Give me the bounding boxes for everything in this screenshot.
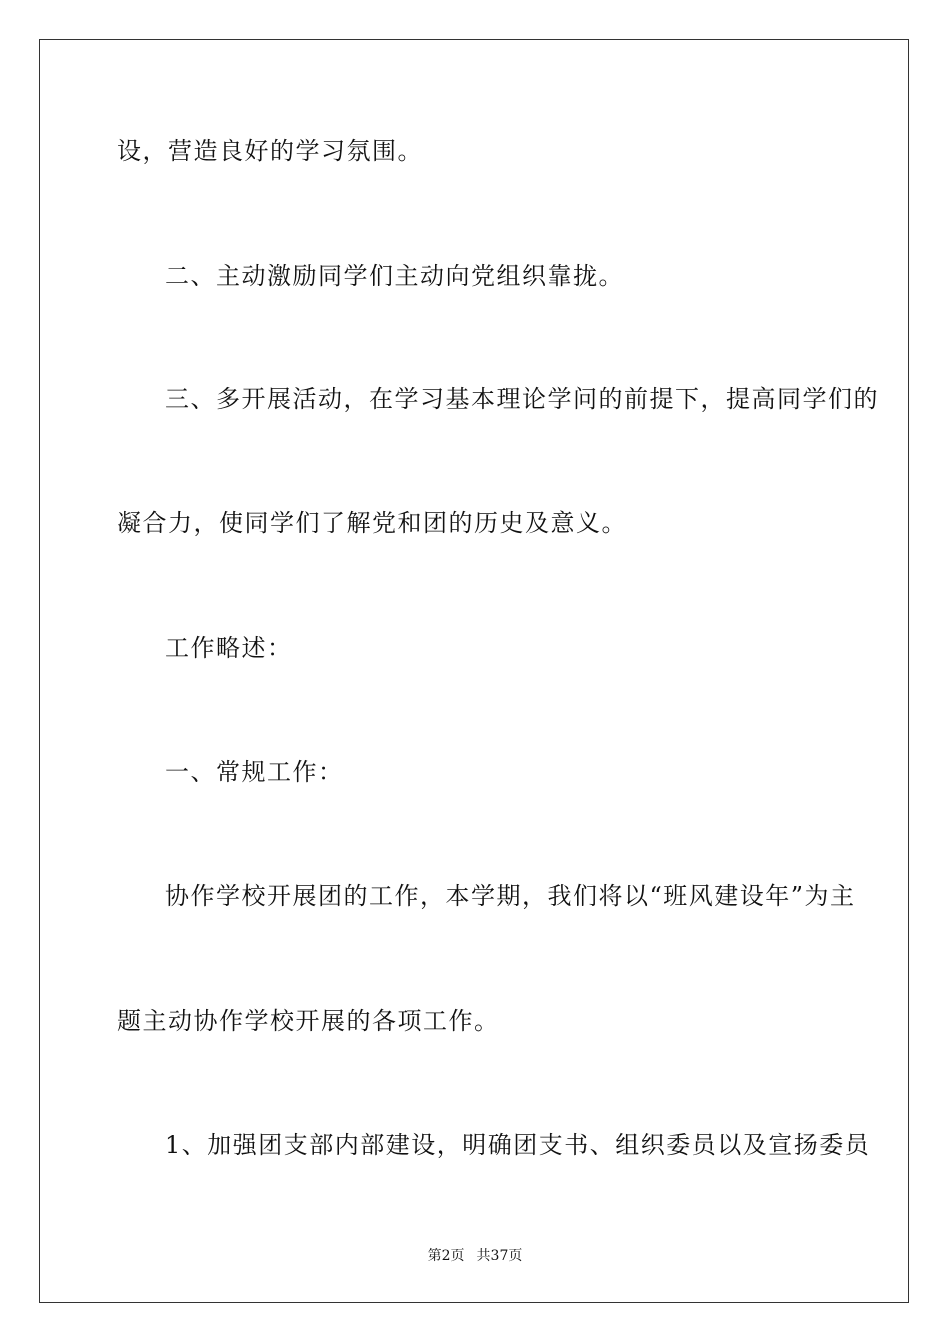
total-pages: 共37页 — [476, 1248, 523, 1264]
body-text-line: 设，营造良好的学习氛围。 — [117, 137, 423, 165]
body-text-line: 二、主动激励同学们主动向党组织靠拢。 — [165, 262, 624, 290]
page-border — [39, 39, 909, 1303]
page-number: 第2页 — [427, 1248, 465, 1264]
body-text-line: 协作学校开展团的工作，本学期，我们将以“班风建设年”为主 — [165, 882, 856, 910]
page-footer — [0, 1247, 950, 1265]
body-text-line: 题主动协作学校开展的各项工作。 — [117, 1007, 500, 1035]
section-heading: 工作略述： — [165, 634, 293, 662]
body-text-line: 凝合力，使同学们了解党和团的历史及意义。 — [117, 509, 627, 537]
body-text-line: 三、多开展活动，在学习基本理论学问的前提下，提高同学们的 — [165, 385, 879, 413]
body-text-line: 1、加强团支部内部建设，明确团支书、组织委员以及宣扬委员 — [165, 1131, 871, 1159]
subsection-heading: 一、常规工作： — [165, 758, 344, 786]
